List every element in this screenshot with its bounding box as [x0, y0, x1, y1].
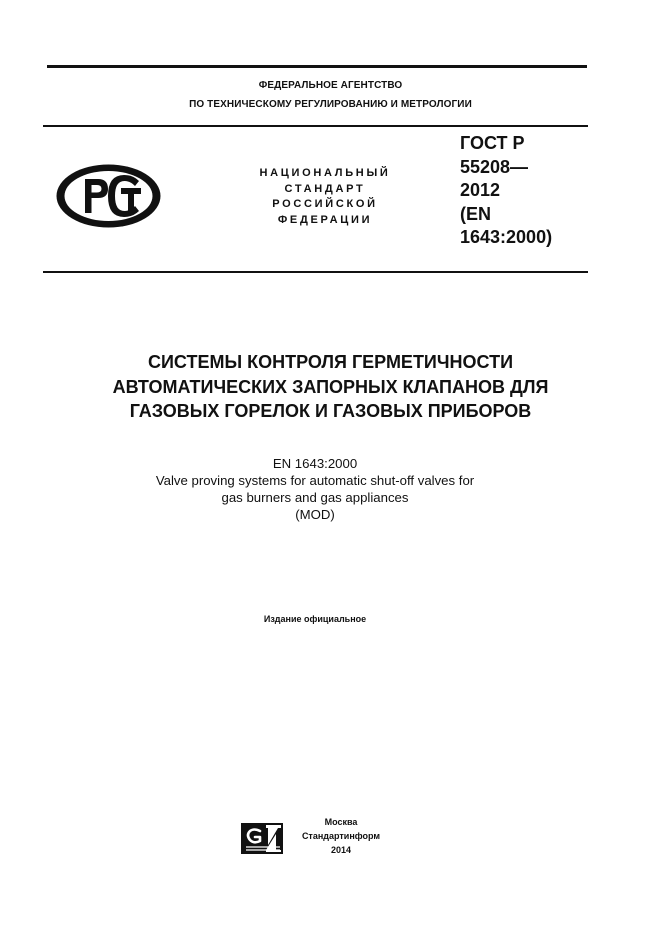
national-standard-line: РОССИЙСКОЙ: [272, 198, 378, 210]
en-title-line: Valve proving systems for automatic shut-off valves for: [155, 473, 475, 488]
national-standard-line: СТАНДАРТ: [284, 182, 366, 195]
en-title-line: gas burners and gas appliances: [221, 490, 409, 505]
pct-certification-mark-icon: [55, 163, 162, 229]
national-standard-label: [236, 166, 414, 228]
designation-line: (EN: [460, 203, 491, 224]
publisher-block: [286, 815, 396, 857]
standard-designation: [460, 132, 585, 250]
en-modification: (MOD): [295, 507, 335, 522]
title-line: ГАЗОВЫХ ГОРЕЛОК И ГАЗОВЫХ ПРИБОРОВ: [129, 401, 532, 421]
header-rule: [43, 125, 588, 127]
national-standard-line: НАЦИОНАЛЬНЫЙ: [259, 167, 391, 179]
standartinform-logo-icon: [240, 822, 284, 855]
top-rule: [47, 65, 587, 68]
publisher-year: 2014: [330, 845, 352, 855]
designation-line: 2012: [460, 180, 501, 200]
designation-line: 1643:2000): [460, 227, 553, 247]
designation-line: ГОСТ Р: [460, 133, 525, 153]
en-code: EN 1643:2000: [272, 456, 358, 471]
agency-line-2: ПО ТЕХНИЧЕСКОМУ РЕГУЛИРОВАНИЮ И МЕТРОЛОГИИ: [189, 99, 472, 110]
edition-label: Издание официальное: [263, 614, 367, 624]
designation-line: 55208—: [460, 156, 529, 177]
agency-line-1: ФЕДЕРАЛЬНОЕ АГЕНТСТВО: [258, 80, 403, 91]
document-title: [40, 350, 621, 424]
en-reference: [90, 455, 540, 523]
header-bottom-rule: [43, 271, 588, 273]
publisher-name: Стандартинформ: [301, 831, 381, 841]
title-line: АВТОМАТИЧЕСКИХ ЗАПОРНЫХ КЛАПАНОВ ДЛЯ: [112, 376, 549, 397]
publisher-city: Москва: [324, 817, 358, 827]
national-standard-line: ФЕДЕРАЦИИ: [277, 213, 373, 226]
title-line: СИСТЕМЫ КОНТРОЛЯ ГЕРМЕТИЧНОСТИ: [147, 352, 514, 372]
